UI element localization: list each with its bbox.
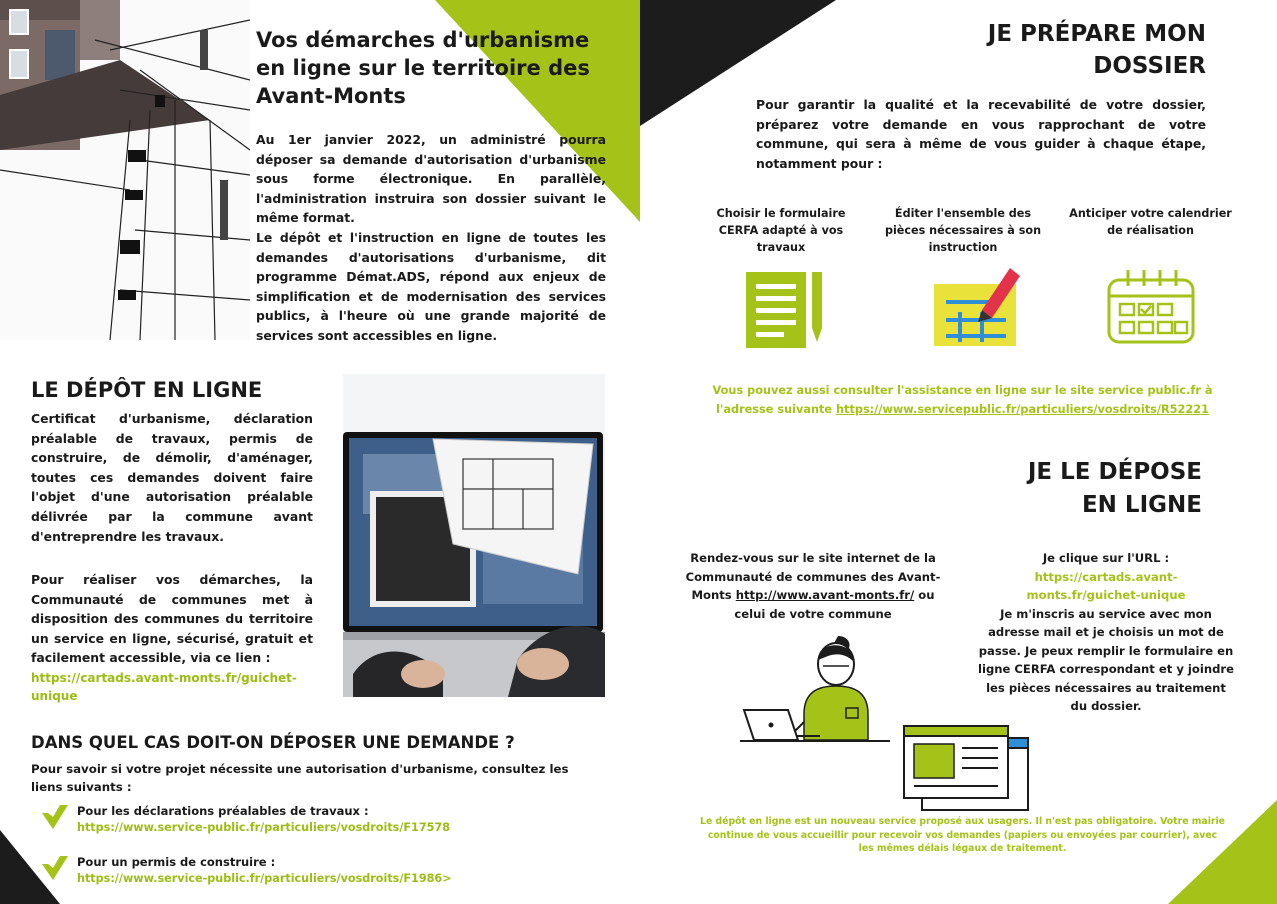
laptop-floorplan-image (343, 374, 605, 697)
rdv-text: Rendez-vous sur le site internet de la Communauté de communes des Avant-Monts (685, 551, 941, 602)
prepare-title-line-2: DOSSIER (1093, 53, 1206, 79)
depot-link[interactable]: https://cartads.avant-monts.fr/guichet-unique (31, 671, 297, 703)
cas-item-1-label: Pour les déclarations préalables de travaux : (77, 804, 369, 818)
depot-title: LE DÉPÔT EN LIGNE (31, 378, 263, 402)
prepare-intro: Pour garantir la qualité et la recevabilité de votre dossier, préparez votre demande en vous rapprochant de votre commune, qui sera à même de vous guider à chaque étape, notamment pour : (756, 97, 1206, 171)
prepare-title-line-1: JE PRÉPARE MON (987, 21, 1206, 47)
step-2-label: Éditer l'ensemble des pièces nécessaires à son instruction (884, 207, 1042, 254)
depot-paragraph-2: Pour réaliser vos démarches, la Communauté de communes met à disposition des communes du territoire un service en ligne, sécurisé, gratuit et facilement accessible, via ce lien : (31, 572, 313, 666)
check-icon (40, 801, 70, 831)
cas-item-2-url[interactable]: https://www.service-public.fr/particuliers/vosdroits/F1986> (77, 872, 452, 885)
cas-item-1-url[interactable]: https://www.service-public.fr/particuliers/vosdroits/F17578 (77, 821, 450, 834)
blueprint-pencil-icon (930, 262, 1022, 352)
assist-text-label: Vous pouvez aussi consulter l'assistance en ligne sur le site service public.fr à l'adresse suivante (712, 384, 1213, 416)
rdv-block (682, 549, 944, 623)
depose-title-line-2: EN LIGNE (1081, 492, 1202, 518)
click-line-2: Je m'inscris au service avec mon adresse mail et je choisis un mot de passe. Je peux remplir le formulaire en ligne CERFA correspondant et y joindre les pièces nécessaires au traitement du dossier. (978, 606, 1234, 713)
click-link[interactable]: https://cartads.avant-monts.fr/guichet-unique (1026, 569, 1186, 602)
rdv-suffix: ou celui de votre commune (734, 588, 935, 621)
browser-windows-illustration (902, 724, 1030, 812)
main-title: Vos démarches d'urbanisme en ligne sur le territoire des Avant-Monts (256, 28, 590, 108)
woman-laptop-illustration (740, 630, 890, 745)
click-block (978, 549, 1234, 716)
rdv-link[interactable]: http://www.avant-monts.fr/ (735, 588, 915, 602)
depose-title-line-1: JE LE DÉPOSE (1027, 459, 1202, 485)
assist-link[interactable]: https://www.servicepublic.fr/particuliers/vosdroits/R52221 (836, 403, 1209, 416)
calendar-icon (1106, 268, 1196, 344)
step-3-label: Anticiper votre calendrier de réalisation (1069, 207, 1232, 237)
intro-paragraph-2: Le dépôt et l'instruction en ligne de toutes les demandes d'autorisations d'urbanisme, dit programme Démat.ADS, répond aux enjeux de simplification et de modernisation des services publics, à l'heure où une grande majorité de services sont accessibles en ligne. (256, 230, 606, 343)
cas-title: DANS QUEL CAS DOIT-ON DÉPOSER UNE DEMANDE ? (31, 733, 515, 752)
blueprint-house-image (0, 0, 250, 340)
step-1-label: Choisir le formulaire CERFA adapté à vos travaux (716, 207, 846, 254)
cas-intro: Pour savoir si votre projet nécessite une autorisation d'urbanisme, consultez les liens suivants : (31, 762, 569, 794)
check-icon (40, 852, 70, 882)
intro-paragraph-1: Au 1er janvier 2022, un administré pourra déposer sa demande d'autorisation d'urbanisme sous forme électronique. En parallèle, l'administration instruira son dossier suivant le même format. (256, 132, 606, 226)
click-line-1: Je clique sur l'URL : (1042, 551, 1170, 565)
document-pen-icon (742, 266, 828, 352)
cas-item-2-label: Pour un permis de construire : (77, 855, 276, 869)
assist-text (700, 381, 1225, 419)
depot-paragraph-1: Certificat d'urbanisme, déclaration préalable de travaux, permis de construire, de démolir, d'aménager, toutes ces demandes doivent faire l'objet d'une autorisation préalable délivrée par la commune avant d'entreprendre les travaux. (31, 411, 313, 544)
footer-note: Le dépôt en ligne est un nouveau service proposé aux usagers. Il n'est pas obligatoire. Votre mairie continue de vous accueillir pour recevoir vos demandes (papiers ou envoyées par courrier), avec les mêmes délais légaux de traitement. (700, 816, 1225, 854)
